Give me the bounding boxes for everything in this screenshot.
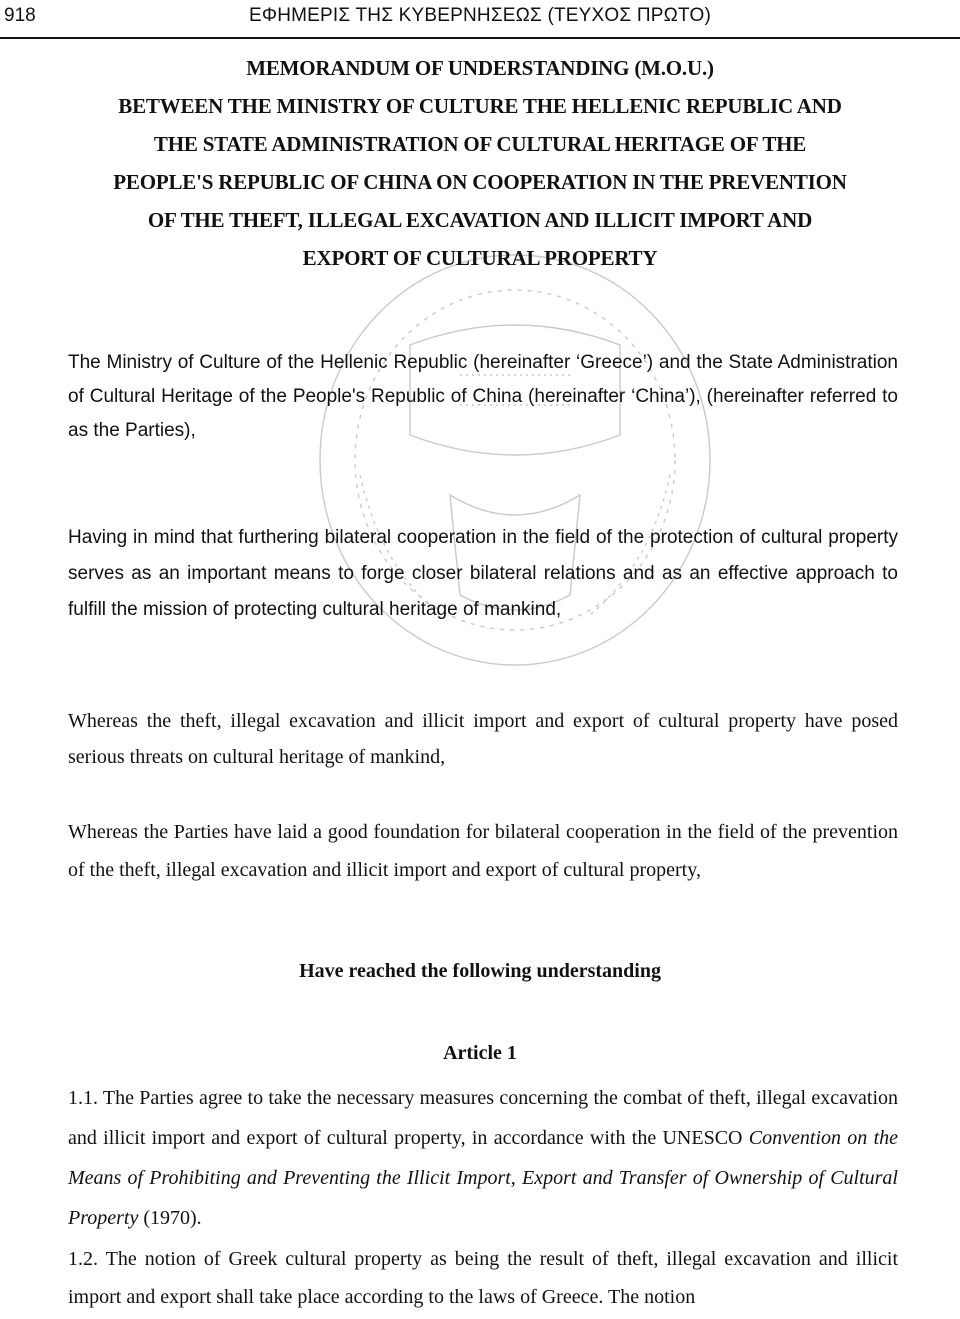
title-line-3: THE STATE ADMINISTRATION OF CULTURAL HERITAGE OF THE <box>153 132 807 156</box>
clause-1-1-text: 1.1. The Parties agree to take the necessary measures concerning the combat of theft, illegal excavation and illicit import and export of cultural property, in accordance with the UNESCO <box>68 1087 898 1149</box>
title-line-5: OF THE THEFT, ILLEGAL EXCAVATION AND ILLICIT IMPORT AND <box>147 208 813 232</box>
clause-1-1 <box>68 1078 898 1238</box>
convention-title: Convention on the Means of Prohibiting and Preventing the Illicit Import, Export and Transfer of Ownership of Cultural Property <box>68 1127 899 1229</box>
header-divider <box>0 37 960 39</box>
understanding-heading: Have reached the following understanding <box>299 960 661 982</box>
whereas-threats-paragraph: Whereas the theft, illegal excavation and illicit import and export of cultural property have posed serious threats on cultural heritage of mankind, <box>68 710 898 768</box>
gazette-title: ΕΦΗΜΕΡΙΣ ΤΗΣ ΚΥΒΕΡΝΗΣΕΩΣ (ΤΕΥΧΟΣ ΠΡΩΤΟ) <box>248 5 711 26</box>
having-in-mind-paragraph: Having in mind that furthering bilateral cooperation in the field of the protection of cultural property serves as an important means to forge closer bilateral relations and as an effective approach to fulfill the mission of protecting cultural heritage of mankind, <box>68 527 898 620</box>
article-heading: Article 1 <box>443 1042 517 1064</box>
title-line-2: BETWEEN THE MINISTRY OF CULTURE THE HELLENIC REPUBLIC AND <box>118 94 842 118</box>
title-line-4: PEOPLE'S REPUBLIC OF CHINA ON COOPERATION IN THE PREVENTION <box>113 170 847 194</box>
parties-paragraph: The Ministry of Culture of the Hellenic Republic (hereinafter ‘Greece’) and the State Administration of Cultural Heritage of the People's Republic of China (hereinafter ‘China’), (hereinafter referred to as the Parties), <box>68 352 898 441</box>
page-number: 918 <box>4 5 36 26</box>
title-line-6: EXPORT OF CULTURAL PROPERTY <box>302 246 658 270</box>
clause-1-1-year: (1970). <box>138 1207 202 1229</box>
title-line-1: MEMORANDUM OF UNDERSTANDING (M.O.U.) <box>246 56 714 80</box>
clause-1-2: 1.2. The notion of Greek cultural property as being the result of theft, illegal excavation and illicit import and export shall take place according to the laws of Greece. The notion <box>68 1248 898 1308</box>
page-header <box>0 0 960 38</box>
whereas-foundation-paragraph: Whereas the Parties have laid a good foundation for bilateral cooperation in the field of the prevention of the theft, illegal excavation and illicit import and export of cultural property, <box>68 821 898 881</box>
